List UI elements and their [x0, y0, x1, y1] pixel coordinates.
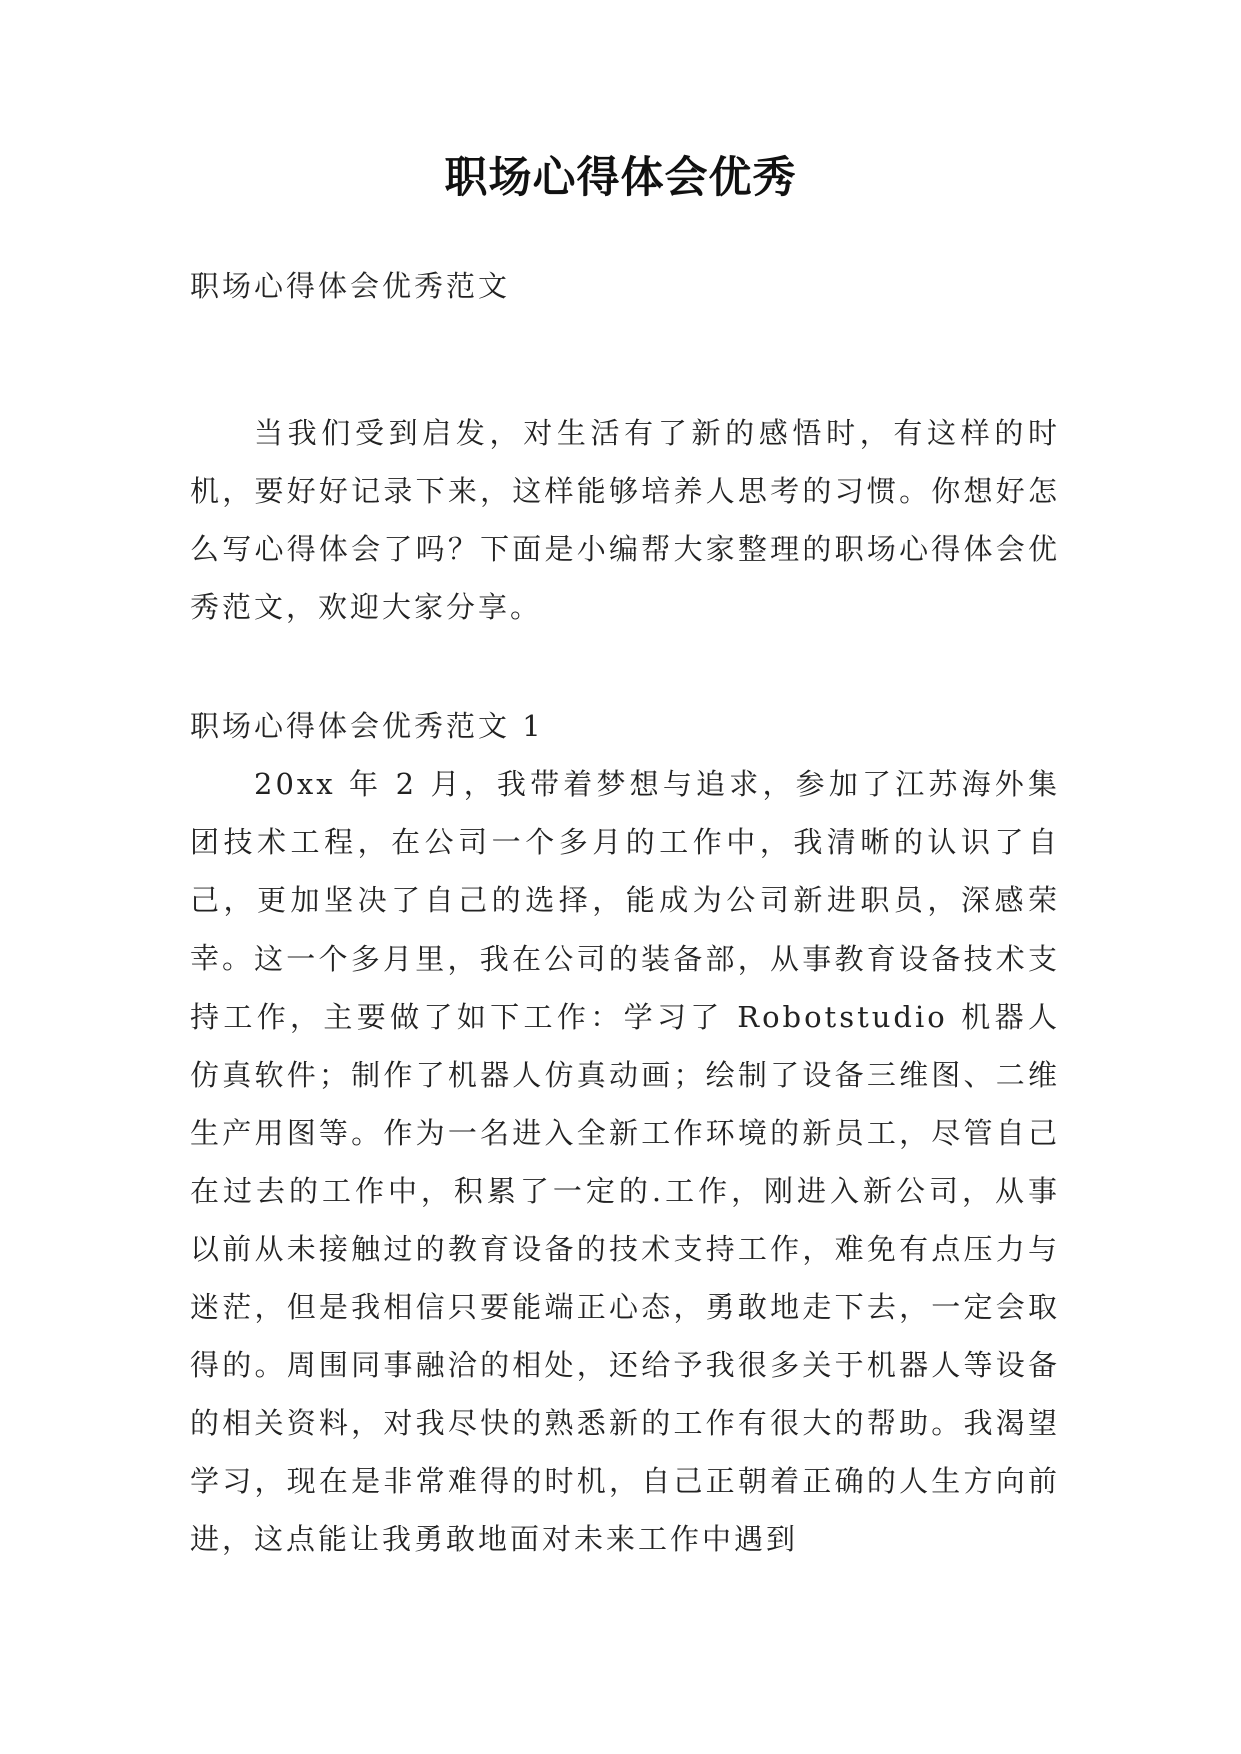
- intro-paragraph: 当我们受到启发，对生活有了新的感悟时，有这样的时机，要好好记录下来，这样能够培养人思考的习惯。你想好怎么写心得体会了吗？下面是小编帮大家整理的职场心得体会优秀范文，欢迎大家分享。: [190, 416, 1060, 624]
- body-paragraph-1: 20xx 年 2 月，我带着梦想与追求，参加了江苏海外集团技术工程，在公司一个多月的工作中，我清晰的认识了自己，更加坚决了自己的选择，能成为公司新进职员，深感荣幸。: [190, 767, 1060, 975]
- section-heading: 职场心得体会优秀范文 1: [190, 709, 544, 743]
- body-paragraph-2: 这一个多月里，我在公司的装备部，从事教育设备技术支持工作，主要做了如下工作：学习了 Robotstudio 机器人仿真软件；制作了机器人仿真动画；绘制了设备三维图、二维生产用图等。作为一名进入全新工作环境的新员工，尽管自己在过去的工作中，积累了一定的.工作，刚进入新公司，从事以前从未接触过的教育设备的技术支持工作，难免有点压力与迷茫，但是我相信只要能端正心态，勇敢地走下去，一定会取得的。周围同事融洽的相处，还给予我很多关于机器人等设备的相关资料，对我尽快的熟悉新的工作有很大的帮助。我渴望学习，现在是非常难得的时机，自己正朝着正确的人生方向前进，这点能让我勇敢地面对未来工作中遇到: [190, 942, 1060, 1556]
- document-title: 职场心得体会优秀: [444, 153, 797, 203]
- document-subtitle: 职场心得体会优秀范文: [190, 269, 511, 303]
